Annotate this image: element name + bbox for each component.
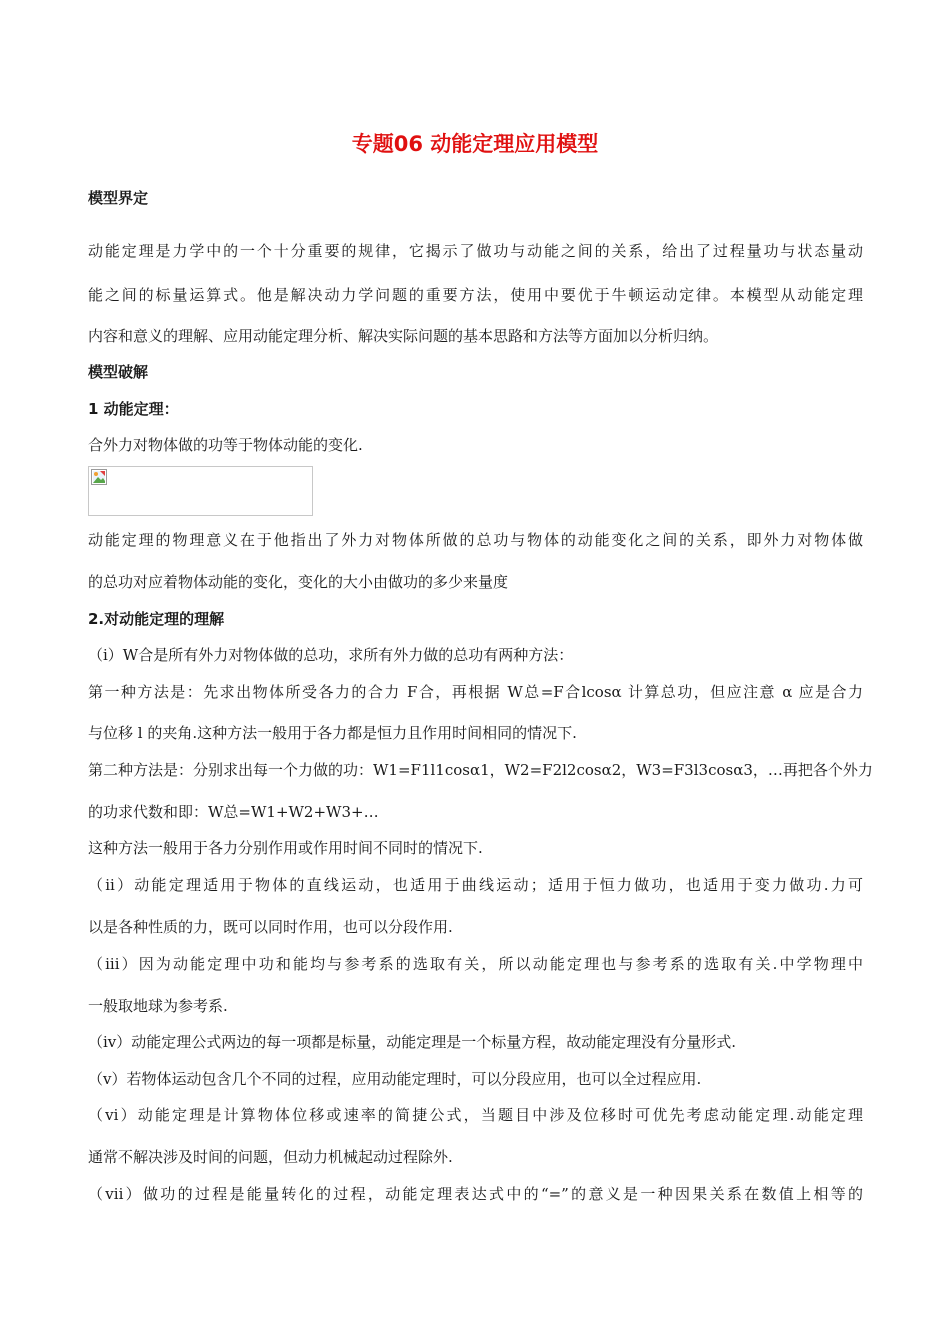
item-vi-line-2: 通常不解决涉及时间的问题，但动力机械起动过程除外. [88, 1148, 453, 1166]
method2-line-3: 这种方法一般用于各力分别作用或作用时间不同时的情况下. [88, 839, 483, 857]
item-ii-line-1: （ii）动能定理适用于物体的直线运动，也适用于曲线运动；适用于恒力做功，也适用于变力做功.力可 [88, 876, 863, 894]
page-title: 专题06 动能定理应用模型 [351, 132, 599, 156]
section-heading-define: 模型界定 [88, 189, 149, 207]
section-heading-break: 模型破解 [88, 363, 149, 381]
method1-line-1: 第一种方法是：先求出物体所受各力的合力 F合，再根据 W总=F合lcosα 计算总功，但应注意 α 应是合力 [88, 683, 863, 701]
item-iv: （iv）动能定理公式两边的每一项都是标量，动能定理是一个标量方程，故动能定理没有分量形式. [88, 1033, 737, 1051]
meaning-line-2: 的总功对应着物体动能的变化，变化的大小由做功的多少来量度 [88, 573, 509, 591]
subheading-1: 1 动能定理： [88, 400, 179, 418]
method2-line-2: 的功求代数和即：W总=W1+W2+W3+… [88, 803, 379, 821]
item-iii-line-2: 一般取地球为参考系. [88, 997, 228, 1015]
item-i: （i）W合是所有外力对物体做的总功，求所有外力做的总功有两种方法： [88, 646, 574, 664]
define-line-2: 能之间的标量运算式。他是解决动力学问题的重要方法，使用中要优于牛顿运动定律。本模型从动能定理 [88, 286, 863, 304]
define-line-1: 动能定理是力学中的一个十分重要的规律，它揭示了做功与动能之间的关系，给出了过程量功与状态量动 [88, 242, 863, 260]
subheading-2: 2.对动能定理的理解 [88, 610, 225, 628]
item-ii-line-2: 以是各种性质的力，既可以同时作用，也可以分段作用. [88, 918, 453, 936]
theorem-statement: 合外力对物体做的功等于物体动能的变化. [88, 436, 363, 454]
item-vi-line-1: （vi）动能定理是计算物体位移或速率的简捷公式，当题目中涉及位移时可优先考虑动能定理.动能定理 [88, 1106, 863, 1124]
method2-line-1: 第二种方法是：分别求出每一个力做的功：W1=F1l1cosα1，W2=F2l2cosα2，W3=F3l3cosα3，…再把各个外力 [88, 761, 873, 779]
image-placeholder [88, 466, 313, 516]
item-vii: （vii）做功的过程是能量转化的过程，动能定理表达式中的“=”的意义是一种因果关系在数值上相等的 [88, 1185, 863, 1203]
method1-line-2: 与位移 l 的夹角.这种方法一般用于各力都是恒力且作用时间相同的情况下. [88, 724, 577, 742]
item-v: （v）若物体运动包含几个不同的过程，应用动能定理时，可以分段应用，也可以全过程应用. [88, 1070, 702, 1088]
item-iii-line-1: （iii）因为动能定理中功和能均与参考系的选取有关，所以动能定理也与参考系的选取有关.中学物理中 [88, 955, 863, 973]
broken-image-icon [91, 469, 107, 485]
define-line-3: 内容和意义的理解、应用动能定理分析、解决实际问题的基本思路和方法等方面加以分析归纳。 [88, 327, 719, 345]
meaning-line-1: 动能定理的物理意义在于他指出了外力对物体所做的总功与物体的动能变化之间的关系，即外力对物体做 [88, 531, 863, 549]
